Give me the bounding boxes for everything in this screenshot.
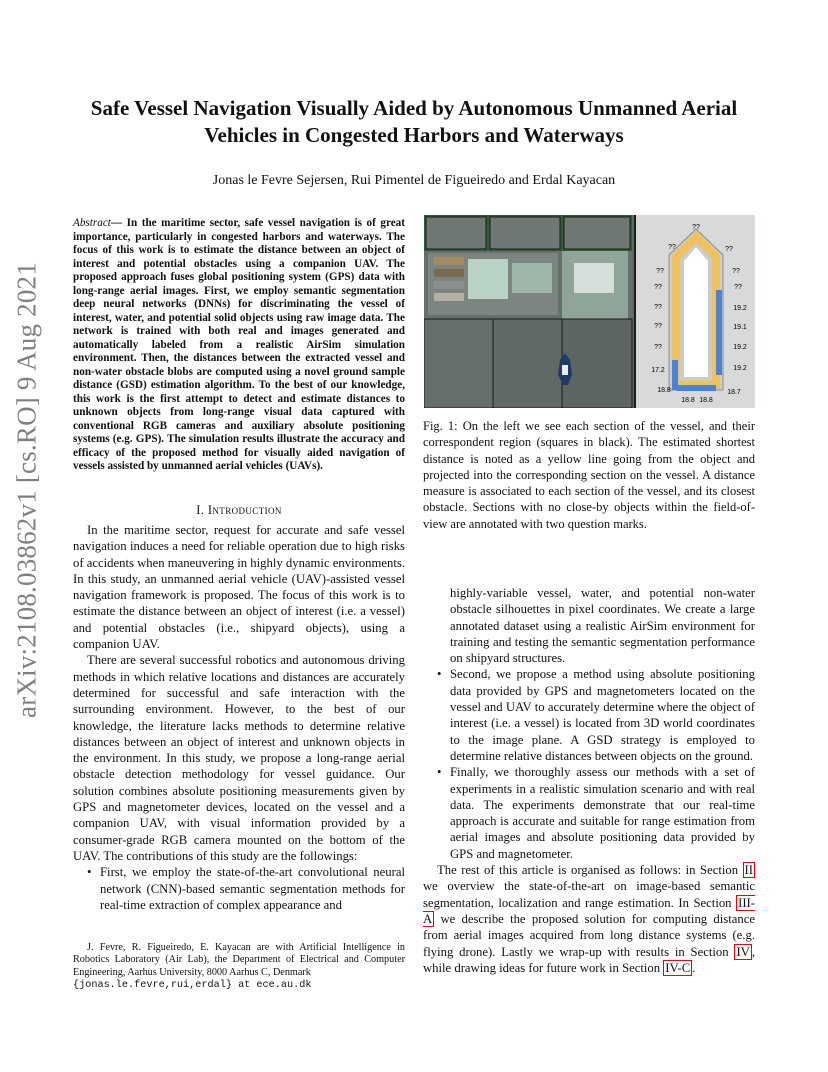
arxiv-identifier xyxy=(0,0,62,1072)
intro-paragraph-1: In the maritime sector, request for accurate and safe vessel navigation induces a need for reliable operation due to high risks of accidents when maneuvering in highly dynamic environments. In this study, an unmanned aerial vehicle (UAV)-assisted vessel navigation framework is proposed. The focus of this work is to estimate the distance between an object of interest (i.e. a vessel) and potential obstacles (i.e., shipyard objects), using a companion UAV. xyxy=(73,523,405,652)
outline-text-3: we describe the proposed solution for computing distance from aerial images acquired from long distance systems (e.g. flying drone). Lastly we wrap-up with results in Section xyxy=(423,911,755,959)
label-bottom-18-8c: 18.8 xyxy=(699,397,713,404)
label-q-left6: ?? xyxy=(654,344,662,351)
figure-1-image xyxy=(424,215,755,408)
section-title: Introduction xyxy=(207,503,282,517)
section-number: I. xyxy=(196,503,205,517)
link-section-iii-a[interactable]: III-A xyxy=(423,895,755,926)
label-q-left3: ?? xyxy=(654,284,662,291)
contribution-bullet-1: • First, we employ the state-of-the-art convolutional neural network (CNN)-based semantic segmentation methods for real-time extraction of complex appearance and xyxy=(73,864,405,913)
label-q-left1: ?? xyxy=(668,244,676,251)
label-left-17-2: 17.2 xyxy=(651,367,665,374)
paper-authors: Jonas le Fevre Sejersen, Rui Pimentel de Figueiredo and Erdal Kayacan xyxy=(212,173,616,188)
label-q-right3: ?? xyxy=(734,284,742,291)
introduction-right-column xyxy=(423,585,755,976)
label-q-left2: ?? xyxy=(656,268,664,275)
footnote-email: {jonas.le.fevre,rui,erdal} at ece.au.dk xyxy=(73,979,312,991)
abstract-text: In the maritime sector, safe vessel navigation is of great importance, particularly in congested harbors and waterways. The focus of this work is to estimate the distance between an object of interest and potential obstacles using a companion UAV. The proposed approach fuses global positioning system (GPS) data with long-range aerial images. First, we employ semantic segmentation deep neural networks (DNNs) for discriminating the vessel of interest, water, and potential solid objects using raw image data. The network is trained with both real and images generated and automatically labeled from a realistic AirSim simulation environment. Then, the distances between the extracted vessel and non-water obstacle blobs are computed using a novel ground sample distance (GSD) estimation algorithm. To the best of our knowledge, this work is the first attempt to detect and estimate distances to unknown objects from long-range visual data captured with conventional RGB cameras and auxiliary absolute positioning systems (e.g. GPS). The simulation results illustrate the accuracy and efficacy of the proposed method for visually aided navigation of vessels assisted by unmanned aerial vehicles (UAVs). xyxy=(73,217,405,472)
label-q-right2: ?? xyxy=(732,268,740,275)
label-bottom-18-8b: 18.8 xyxy=(681,397,695,404)
label-q-top: ?? xyxy=(692,224,700,231)
outline-text-5: . xyxy=(692,960,696,975)
intro-paragraph-2: There are several successful robotics and autonomous driving methods in which relative locations and distances are accurately determined for successful and safe interaction with the surrounding environment. However, to the best of our knowledge, the literature lacks methods to determine relative distances between an object of interest and unknown objects in the environment. In this study, we propose a long-range aerial obstacle detection methodology for vessel guidance. Our solution combines absolute positioning measurements given by GPS and magnetometer devices, located on the vessel and a companion UAV, with visual information provided by a consumer-grade RGB camera mounted on the bottom of the UAV. The contributions of this study are the followings: xyxy=(73,653,405,863)
outline-text-2: we overview the state-of-the-art on image-based semantic segmentation, localization and range estimation. In Section xyxy=(423,879,755,910)
label-q-right1: ?? xyxy=(725,246,733,253)
vessel-diagram xyxy=(636,215,755,408)
contribution-bullet-3: • Finally, we thoroughly assess our methods with a set of experiments in a realistic simulation scenario and with real data. The experiments demonstrate that our real-time approach is accurate and suitable for range estimation from aerial images and absolute positioning data provided by GPS and magnetometer. xyxy=(423,764,755,862)
label-q-left4: ?? xyxy=(654,304,662,311)
outline-text-4: , while drawing ideas for future work in Section xyxy=(423,944,755,975)
outline-paragraph xyxy=(423,862,755,976)
label-q-left5: ?? xyxy=(654,323,662,330)
footnote-text: J. Fevre, R. Figueiredo, E. Kayacan are with Artificial Intelligence in Robotics Laboratory (Air Lab), the Department of Electrical and Computer Engineering, Aarhus University, 8000 Aarhus C, Denmark xyxy=(73,942,405,978)
introduction-left-column xyxy=(73,522,405,913)
label-right-19-2b: 19.2 xyxy=(733,344,747,351)
label-right-19-1: 19.1 xyxy=(733,324,747,331)
contribution-bullet-2: • Second, we propose a method using absolute positioning data provided by GPS and magnetometers located on the vessel and UAV to accurately determine where the object of interest (i.e. a vessel) is located from 3D world coordinates to the image plane. A GSD strategy is employed to determine relative distances between objects on the ground. xyxy=(423,666,755,764)
figure-1-caption: Fig. 1: On the left we see each section of the vessel, and their correspondent region (squares in black). The estimated shortest distance is noted as a yellow line going from the object and projected into the corresponding section on the vessel. A distance measure is associated to each section of the vessel, and its closest obstacle. Sections with no close-by objects within the field-of-view are annotated with two question marks. xyxy=(423,419,755,531)
figure-1 xyxy=(424,215,755,408)
label-bottom-18-8a: 18.8 xyxy=(657,387,671,394)
label-right-19-2c: 19.2 xyxy=(733,365,747,372)
arxiv-id-text: arXiv:2108.03862v1 [cs.RO] 9 Aug 2021 xyxy=(11,262,42,718)
abstract-label: Abstract xyxy=(73,217,111,229)
footnote xyxy=(73,942,405,992)
paper-title: Safe Vessel Navigation Visually Aided by Autonomous Unmanned Aerial Vehicles in Congested Harbors and Waterways xyxy=(90,96,738,147)
label-bottom-18-7: 18.7 xyxy=(727,389,741,396)
link-section-ii[interactable]: II xyxy=(744,863,753,878)
section-heading-introduction xyxy=(73,503,405,518)
abstract: Abstract— In the maritime sector, safe vessel navigation is of great importance, particularly in congested harbors and waterways. The focus of this work is to estimate the distance between an object of interest and potential obstacles using a companion UAV. The proposed approach fuses global positioning system (GPS) data with long-range aerial images. First, we employ semantic segmentation deep neural networks (DNNs) for discriminating the vessel of interest, water, and potential solid objects using raw image data. The network is trained with both real and images generated and automatically labeled from a realistic AirSim simulation environment. Then, the distances between the extracted vessel and non-water obstacle blobs are computed using a novel ground sample distance (GSD) estimation algorithm. To the best of our knowledge, this work is the first attempt to detect and estimate distances to unknown objects from long-range visual data captured with conventional RGB cameras and auxiliary absolute positioning systems (e.g. GPS). The simulation results illustrate the accuracy and efficacy of the proposed method for visually aided navigation of vessels assisted by unmanned aerial vehicles (UAVs). xyxy=(73,217,405,472)
link-section-iv-c[interactable]: IV-C xyxy=(665,960,691,975)
contribution-bullet-1-continued: highly-variable vessel, water, and potential non-water obstacle silhouettes in pixel coordinates. We create a large annotated dataset using a realistic AirSim environment for training and testing the semantic segmentation performance on shipyard structures. xyxy=(450,586,755,666)
outline-text-1: The rest of this article is organised as follows: in Section xyxy=(437,863,743,878)
link-section-iv[interactable]: IV xyxy=(736,944,750,959)
label-right-19-2a: 19.2 xyxy=(733,305,747,312)
